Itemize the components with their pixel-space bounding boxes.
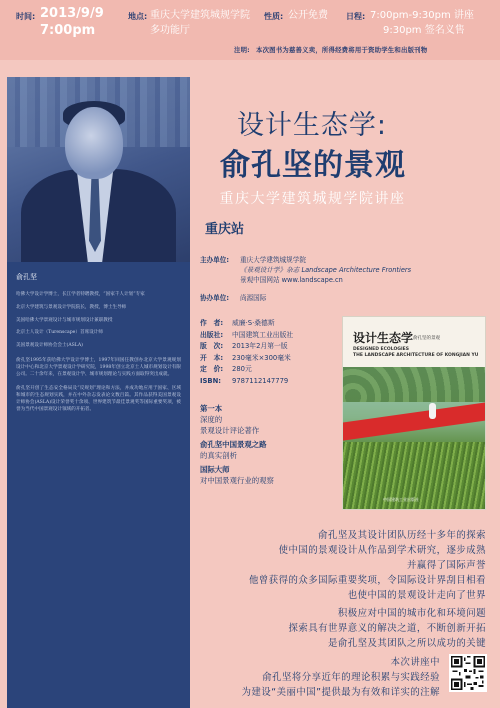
highlight-text: 景观设计评论著作 — [200, 426, 260, 435]
cover-title: 设计生态学 — [353, 331, 414, 345]
event-nature: 公开免费 — [288, 10, 328, 21]
book-info-row: 定 价: 280元 — [200, 365, 252, 374]
intro-paragraph-1: 俞孔坚及其设计团队历经十多年的探索 使中国的景观设计从作品到学术研究，逐步成熟 并赢得了国际声誉 他曾获得的众多国际重要奖项，令国际设计界刮目相看 也使中国的景观设计走向了世界 — [248, 530, 486, 601]
highlight-heading: 第一本 — [200, 404, 223, 413]
bio-paragraph: 俞孔坚1995年获哈佛大学设计学博士，1997年回国任教创办北京大学景观规划设计中心和北京大学景观设计学研究院，1998年创立北京土人城市规划设计有限公司。二十余年来，在景观设计学、城市规划理论与实践方面取得突出成就。 — [16, 357, 181, 377]
book-info-row: ISBN: 9787112147779 — [200, 376, 289, 385]
bio-paragraph: 美国哈佛大学景观设计与城市规划设计兼职教授 — [16, 317, 113, 323]
lecture-series: 重庆大学建筑城规学院讲座 — [219, 191, 406, 207]
book-cover — [342, 316, 486, 510]
qr-code[interactable] — [449, 654, 487, 692]
nature-label: 性质: — [264, 12, 284, 21]
time-label: 时间: — [16, 12, 36, 21]
highlight-text: 的真实剖析 — [200, 451, 237, 460]
highlight-heading: 国际大师 — [200, 465, 230, 474]
event-time: 7:00pm — [40, 23, 96, 38]
cover-publisher: 中国建筑工业出版社 — [383, 497, 419, 502]
bio-paragraph: 北京大学建筑与景观设计学院院长，教授，博士生导师 — [16, 304, 127, 310]
bio-paragraph: 俞孔坚开创了生态安全格局及“反规划”理论和方法，并成功地应用于国家、区域和城市的生态规划实践，并在中外杂志发表论文数百篇。其作品获得美国景观设计师协会(ASLA)设计荣誉奖十余项、世界建筑节最佳景观奖等国际重要奖项，被誉为当代中国景观设计领域的开拓者。 — [16, 386, 181, 412]
cover-subtitle: 俞孔坚的景观 — [413, 336, 440, 341]
schedule-line-1: 7:00pm-9:30pm 讲座 — [370, 10, 474, 21]
book-info-row: 作 者: 威廉·S·桑德斯 — [200, 319, 275, 327]
host-line: 景观中国网站 www.landscape.cn — [240, 276, 343, 284]
host-line: 《景观设计学》杂志 Landscape Architecture Frontiers — [240, 266, 412, 274]
book-info-row: 开 本: 230毫米×300毫米 — [200, 353, 291, 362]
schedule-line-2: 9:30pm 签名义售 — [383, 25, 465, 36]
cover-english-title: DESIGNED ECOLOGIES THE LANDSCAPE ARCHITECTURE OF KONGJIAN YU — [353, 347, 479, 358]
book-info-row: 版 次: 2013年2月第一版 — [200, 342, 288, 351]
co-organizer: 尚源国际 — [240, 294, 267, 302]
speaker-name: 俞孔坚 — [16, 273, 37, 281]
schedule-label: 日程: — [346, 12, 366, 21]
intro-paragraph-2: 积极应对中国的城市化和环境问题 探索具有世界意义的解决之道，不断创新开拓 是俞孔坚及其团队之所以成功的关键 — [288, 608, 486, 649]
event-note: 本次图书为慈善义卖，所得经费将用于资助学生和出版刊物 — [256, 46, 428, 54]
intro-paragraph-3: 本次讲座中 俞孔坚将分享近年的理论积累与实践经验 为建设“美丽中国”提供最为有效和详实的注解 — [241, 657, 440, 698]
lecture-title: 设计生态学: — [236, 110, 388, 141]
event-date: 2013/9/9 — [40, 6, 104, 21]
lecture-stop: 重庆站 — [205, 222, 245, 237]
host-line: 重庆大学建筑城规学院 — [240, 256, 306, 264]
host-list — [240, 255, 480, 285]
speaker-photo — [7, 77, 190, 262]
lecture-subtitle: 俞孔坚的景观 — [220, 148, 406, 183]
highlight-heading: 俞孔坚中国景观之路 — [200, 440, 267, 449]
highlight-text: 深度的 — [200, 415, 223, 424]
bio-paragraph: 美国景观设计师协会会士(ASLA) — [16, 343, 83, 349]
event-venue: 重庆大学建筑城规学院 多功能厅 — [150, 10, 250, 36]
book-info — [200, 318, 340, 388]
highlight-text: 对中国景观行业的观察 — [200, 476, 274, 485]
co-label: 协办单位: — [200, 294, 230, 302]
cover-landscape-image — [343, 367, 486, 510]
bio-paragraph: 北京土人设计（Turenscape）首席设计师 — [16, 330, 103, 336]
speaker-bio — [7, 262, 190, 708]
note-label: 注明: — [234, 46, 250, 54]
host-label: 主办单位: — [200, 256, 230, 264]
venue-label: 地点: — [128, 12, 148, 21]
book-info-row: 出版社: 中国建筑工业出版社 — [200, 330, 294, 339]
bio-paragraph: 哈佛大学设计学博士，长江学者特聘教授，“国家千人计划”专家 — [16, 292, 145, 297]
book-highlights — [200, 403, 340, 486]
